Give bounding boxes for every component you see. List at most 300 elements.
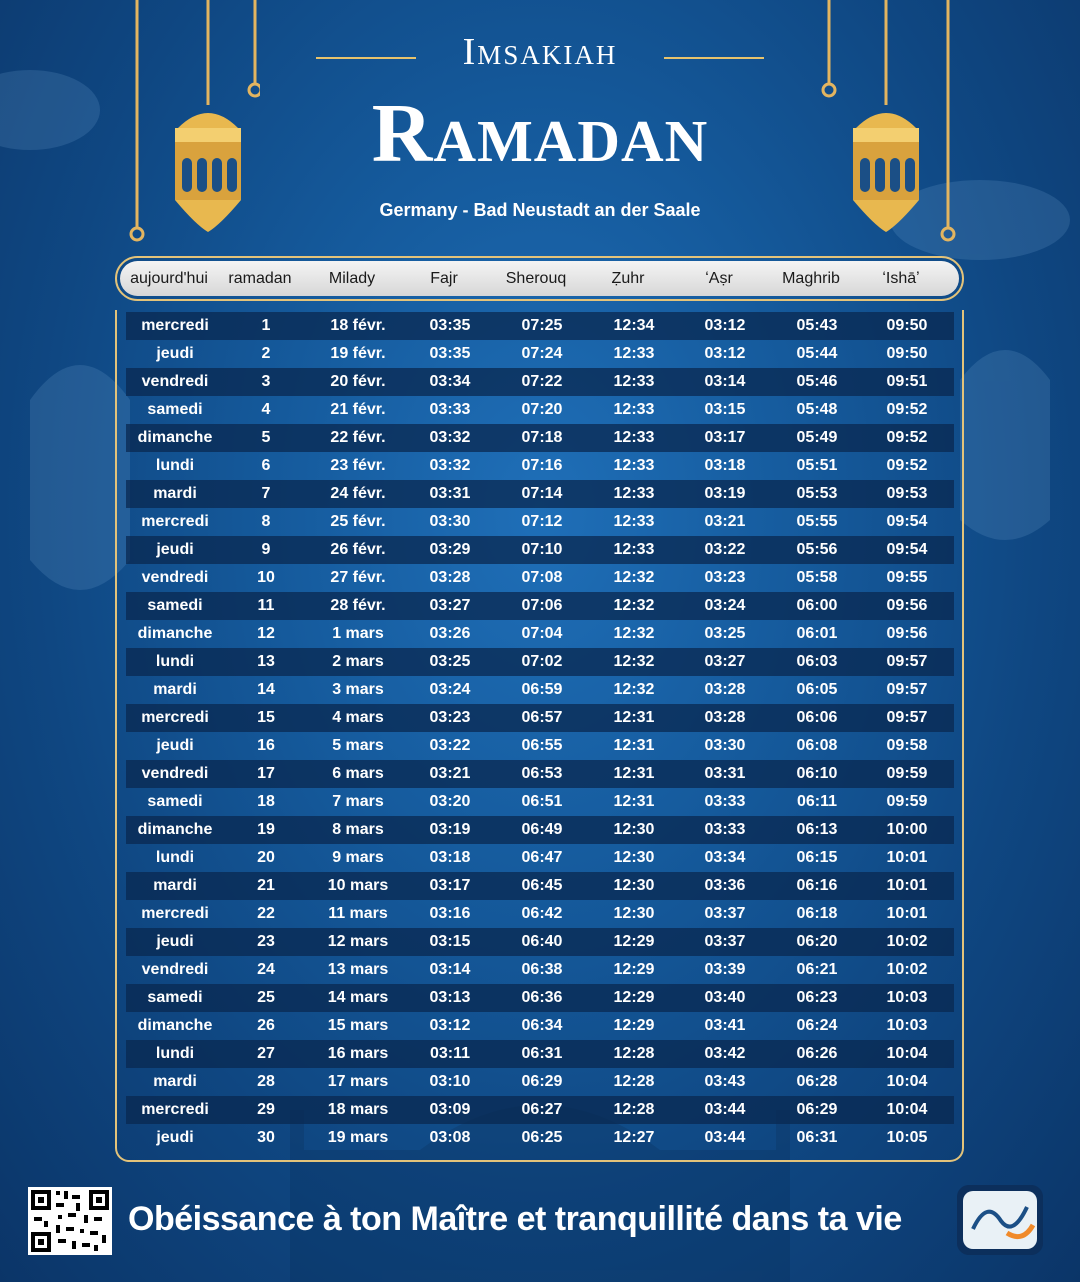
table-cell: 03:27: [429, 597, 471, 614]
table-cell: samedi: [147, 989, 203, 1006]
table-cell: vendredi: [141, 765, 209, 782]
table-cell: 09:55: [886, 569, 928, 586]
table-cell: 05:43: [796, 317, 838, 334]
table-cell: 03:12: [429, 1017, 471, 1034]
table-cell: jeudi: [156, 345, 194, 362]
table-cell: 03:23: [704, 569, 746, 586]
table-cell: 13: [257, 653, 275, 670]
table-row: [126, 816, 954, 844]
table-cell: 03:44: [704, 1129, 746, 1146]
table-cell: 03:24: [704, 597, 746, 614]
table-row: [126, 368, 954, 396]
table-cell: 3 mars: [332, 681, 384, 698]
table-cell: 03:35: [429, 345, 471, 362]
table-cell: 16 mars: [327, 1045, 389, 1062]
table-cell: 03:39: [704, 961, 746, 978]
table-cell: 09:50: [886, 317, 928, 334]
table-cell: 22 févr.: [330, 429, 386, 446]
table-cell: 03:25: [704, 625, 746, 642]
table-cell: 16: [257, 737, 275, 754]
table-cell: 06:45: [521, 877, 563, 894]
table-cell: 10:03: [886, 1017, 928, 1034]
table-cell: 1 mars: [332, 625, 384, 642]
table-cell: lundi: [155, 1045, 195, 1062]
table-cell: 03:29: [429, 541, 471, 558]
table-cell: 12:30: [613, 849, 655, 866]
table-cell: 03:24: [429, 681, 471, 698]
table-cell: 20: [257, 849, 275, 866]
table-cell: 09:57: [886, 709, 928, 726]
table-cell: 22: [257, 905, 275, 922]
table-cell: 07:02: [521, 653, 563, 670]
table-cell: 06:25: [521, 1129, 563, 1146]
table-cell: 03:19: [704, 485, 746, 502]
table-cell: 21 févr.: [330, 401, 386, 418]
table-cell: 06:29: [521, 1073, 563, 1090]
table-cell: 09:57: [886, 653, 928, 670]
table-cell: 06:10: [796, 765, 838, 782]
table-cell: 5: [261, 429, 271, 446]
table-cell: 10:02: [886, 961, 928, 978]
table-row: [126, 844, 954, 872]
table-cell: 05:58: [796, 569, 838, 586]
table-row: [126, 928, 954, 956]
table-row: [126, 452, 954, 480]
table-cell: 03:31: [429, 485, 471, 502]
subtitle: Imsakiah: [462, 31, 618, 73]
table-cell: 03:33: [704, 793, 746, 810]
table-cell: 09:50: [886, 345, 928, 362]
table-cell: 03:35: [429, 317, 471, 334]
table-cell: 19 févr.: [330, 345, 386, 362]
table-cell: 03:12: [704, 345, 746, 362]
table-cell: 05:55: [796, 513, 838, 530]
table-cell: 12:32: [613, 597, 655, 614]
table-cell: samedi: [147, 401, 203, 418]
table-row: [126, 872, 954, 900]
table-cell: mardi: [153, 1073, 197, 1090]
table-cell: jeudi: [156, 1129, 194, 1146]
table-cell: 06:18: [796, 905, 838, 922]
table-cell: samedi: [147, 793, 203, 810]
table-cell: 25 févr.: [330, 513, 386, 530]
table-cell: 12 mars: [327, 933, 389, 950]
table-cell: 06:31: [796, 1129, 838, 1146]
table-cell: 12:30: [613, 905, 655, 922]
table-cell: 03:14: [704, 373, 746, 390]
table-cell: 4: [261, 401, 271, 418]
table-cell: 07:08: [521, 569, 563, 586]
table-row: [126, 1012, 954, 1040]
table-cell: 03:19: [429, 821, 471, 838]
column-header: Sherouq: [505, 269, 567, 287]
table-cell: 06:27: [521, 1101, 563, 1118]
table-cell: lundi: [155, 653, 195, 670]
table-cell: 03:27: [704, 653, 746, 670]
table-cell: 06:21: [796, 961, 838, 978]
table-cell: 07:20: [521, 401, 563, 418]
column-header: aujourd'hui: [130, 269, 208, 287]
table-cell: 12:31: [613, 765, 655, 782]
table-row: [126, 620, 954, 648]
table-row: [126, 956, 954, 984]
table-cell: 12: [257, 625, 275, 642]
table-cell: dimanche: [137, 1017, 213, 1034]
table-cell: 06:31: [521, 1045, 563, 1062]
table-cell: 06:24: [796, 1017, 838, 1034]
table-cell: 03:14: [429, 961, 471, 978]
table-cell: 12:27: [613, 1129, 655, 1146]
table-cell: 03:44: [704, 1101, 746, 1118]
column-header: Ẓuhr: [611, 269, 645, 287]
table-cell: 12:29: [613, 933, 655, 950]
table-row: [126, 536, 954, 564]
table-cell: 03:15: [704, 401, 746, 418]
table-cell: 9: [261, 541, 271, 558]
table-cell: 03:36: [704, 877, 746, 894]
table-cell: 09:56: [886, 597, 928, 614]
table-cell: samedi: [147, 597, 203, 614]
table-cell: 05:48: [796, 401, 838, 418]
table-cell: 6 mars: [332, 765, 384, 782]
table-cell: 07:06: [521, 597, 563, 614]
column-header: Maghrib: [782, 269, 840, 287]
table-cell: mardi: [153, 485, 197, 502]
table-cell: 5 mars: [332, 737, 384, 754]
table-row: [126, 1068, 954, 1096]
table-cell: 09:57: [886, 681, 928, 698]
table-cell: 03:17: [429, 877, 471, 894]
table-cell: 23 févr.: [330, 457, 386, 474]
table-cell: 12:33: [613, 401, 655, 418]
table-cell: 12:31: [613, 737, 655, 754]
table-cell: 03:33: [704, 821, 746, 838]
table-cell: 06:42: [521, 905, 563, 922]
table-cell: 18 mars: [327, 1101, 389, 1118]
table-cell: 03:28: [704, 681, 746, 698]
table-cell: 09:52: [886, 457, 928, 474]
table-cell: 03:43: [704, 1073, 746, 1090]
table-cell: 03:13: [429, 989, 471, 1006]
qr-code-icon: [28, 1187, 112, 1255]
table-cell: 05:49: [796, 429, 838, 446]
table-cell: 20 févr.: [330, 373, 386, 390]
table-cell: 12:33: [613, 457, 655, 474]
table-cell: 09:59: [886, 793, 928, 810]
table-cell: 10:05: [886, 1129, 928, 1146]
footer-slogan: Obéissance à ton Maître et tranquillité dans ta vie: [128, 1200, 902, 1238]
table-cell: 28 févr.: [330, 597, 386, 614]
table-cell: 19: [257, 821, 275, 838]
table-cell: 09:54: [886, 541, 928, 558]
table-cell: 05:51: [796, 457, 838, 474]
table-cell: 05:46: [796, 373, 838, 390]
table-cell: 24 févr.: [330, 485, 386, 502]
table-cell: 12:33: [613, 373, 655, 390]
table-cell: 03:32: [429, 429, 471, 446]
table-cell: 07:04: [521, 625, 563, 642]
table-cell: 12:33: [613, 485, 655, 502]
table-cell: 03:40: [704, 989, 746, 1006]
table-cell: 06:36: [521, 989, 563, 1006]
table-cell: vendredi: [141, 569, 209, 586]
table-cell: 28: [257, 1073, 275, 1090]
table-cell: mercredi: [141, 905, 209, 922]
table-row: [126, 312, 954, 340]
table-cell: 07:24: [521, 345, 563, 362]
column-header: ʻIshāʼ: [882, 269, 920, 287]
table-cell: 18 févr.: [330, 317, 386, 334]
table-cell: 05:56: [796, 541, 838, 558]
table-row: [126, 732, 954, 760]
table-header: [115, 256, 964, 301]
table-cell: vendredi: [141, 373, 209, 390]
table-cell: 18: [257, 793, 275, 810]
table-cell: 24: [257, 961, 275, 978]
table-cell: 03:42: [704, 1045, 746, 1062]
table-cell: 26: [257, 1017, 275, 1034]
table-cell: 06:05: [796, 681, 838, 698]
table-cell: 07:18: [521, 429, 563, 446]
table-cell: 05:53: [796, 485, 838, 502]
table-cell: 11: [257, 597, 275, 614]
table-cell: 10:01: [886, 877, 928, 894]
table-header-inner: [120, 261, 959, 296]
table-cell: 06:49: [521, 821, 563, 838]
table-cell: 03:10: [429, 1073, 471, 1090]
table-cell: 06:06: [796, 709, 838, 726]
table-cell: 03:18: [704, 457, 746, 474]
table-cell: 12:30: [613, 877, 655, 894]
table-cell: 12:28: [613, 1045, 655, 1062]
table-cell: 17 mars: [327, 1073, 389, 1090]
table-cell: 06:59: [521, 681, 563, 698]
table-cell: 03:33: [429, 401, 471, 418]
table-cell: 10:00: [886, 821, 928, 838]
table-cell: 09:54: [886, 513, 928, 530]
table-cell: 14 mars: [327, 989, 389, 1006]
column-header: ʻAṣr: [705, 269, 733, 287]
table-cell: 03:21: [429, 765, 471, 782]
table-cell: 10 mars: [327, 877, 389, 894]
table-cell: 12:33: [613, 345, 655, 362]
table-cell: 03:22: [704, 541, 746, 558]
table-row: [126, 1096, 954, 1124]
table-cell: mardi: [153, 877, 197, 894]
column-header: Milady: [328, 269, 376, 287]
table-cell: 03:21: [704, 513, 746, 530]
table-cell: 03:37: [704, 933, 746, 950]
table-cell: 09:51: [886, 373, 928, 390]
table-row: [126, 1124, 954, 1152]
table-cell: 06:53: [521, 765, 563, 782]
table-cell: 03:23: [429, 709, 471, 726]
table-cell: 06:11: [796, 793, 838, 810]
table-row: [126, 396, 954, 424]
table-cell: 13 mars: [327, 961, 389, 978]
table-cell: 12:28: [613, 1073, 655, 1090]
table-cell: 06:23: [796, 989, 838, 1006]
table-cell: 06:29: [796, 1101, 838, 1118]
table-cell: 09:52: [886, 401, 928, 418]
table-cell: 10:01: [886, 905, 928, 922]
table-cell: 8 mars: [332, 821, 384, 838]
table-cell: 12:32: [613, 625, 655, 642]
table-cell: 23: [257, 933, 275, 950]
table-cell: 12:29: [613, 989, 655, 1006]
table-cell: 15 mars: [327, 1017, 389, 1034]
table-row: [126, 676, 954, 704]
table-cell: 2: [261, 345, 271, 362]
table-cell: 9 mars: [332, 849, 384, 866]
table-cell: mercredi: [141, 513, 209, 530]
table-cell: 7 mars: [332, 793, 384, 810]
table-row: [126, 424, 954, 452]
table-cell: 03:08: [429, 1129, 471, 1146]
table-cell: 03:09: [429, 1101, 471, 1118]
table-cell: 06:00: [796, 597, 838, 614]
table-row: [126, 704, 954, 732]
table-row: [126, 984, 954, 1012]
table-cell: 03:32: [429, 457, 471, 474]
table-cell: 06:13: [796, 821, 838, 838]
table-cell: 06:03: [796, 653, 838, 670]
table-cell: 06:38: [521, 961, 563, 978]
table-cell: 06:47: [521, 849, 563, 866]
table-cell: 07:14: [521, 485, 563, 502]
table-cell: 09:59: [886, 765, 928, 782]
table-cell: 03:26: [429, 625, 471, 642]
table-cell: dimanche: [137, 821, 213, 838]
table-cell: 03:11: [429, 1045, 471, 1062]
table-cell: 03:30: [429, 513, 471, 530]
table-cell: 03:28: [429, 569, 471, 586]
location-label: Germany - Bad Neustadt an der Saale: [379, 200, 701, 220]
table-cell: 03:12: [704, 317, 746, 334]
table-cell: 2 mars: [332, 653, 384, 670]
table-cell: mardi: [153, 681, 197, 698]
table-cell: 03:20: [429, 793, 471, 810]
table-cell: 17: [257, 765, 275, 782]
table-row: [126, 564, 954, 592]
table-cell: 10: [257, 569, 275, 586]
table-cell: 3: [261, 373, 271, 390]
table-cell: 12:33: [613, 429, 655, 446]
table-cell: 03:34: [704, 849, 746, 866]
table-cell: 12:32: [613, 569, 655, 586]
table-row: [126, 788, 954, 816]
table-cell: 10:04: [886, 1101, 928, 1118]
table-cell: 21: [257, 877, 275, 894]
table-row: [126, 340, 954, 368]
table-row: [126, 648, 954, 676]
table-cell: 06:15: [796, 849, 838, 866]
table-cell: mercredi: [141, 1101, 209, 1118]
table-cell: 07:10: [521, 541, 563, 558]
table-cell: 03:18: [429, 849, 471, 866]
table-cell: 07:22: [521, 373, 563, 390]
table-cell: 27: [257, 1045, 275, 1062]
table-cell: 03:31: [704, 765, 746, 782]
table-cell: 06:26: [796, 1045, 838, 1062]
table-cell: 03:17: [704, 429, 746, 446]
table-body: [126, 312, 954, 1152]
table-cell: 03:37: [704, 905, 746, 922]
table-cell: vendredi: [141, 961, 209, 978]
table-row: [126, 1040, 954, 1068]
table-row: [126, 592, 954, 620]
table-cell: 15: [257, 709, 275, 726]
table-cell: 03:28: [704, 709, 746, 726]
table-cell: 27 févr.: [330, 569, 386, 586]
table-cell: 12:30: [613, 821, 655, 838]
table-cell: 06:55: [521, 737, 563, 754]
table-cell: 03:15: [429, 933, 471, 950]
table-cell: 06:01: [796, 625, 838, 642]
table-cell: 06:40: [521, 933, 563, 950]
table-cell: 06:28: [796, 1073, 838, 1090]
table-cell: 06:20: [796, 933, 838, 950]
table-cell: 29: [257, 1101, 275, 1118]
table-cell: 06:51: [521, 793, 563, 810]
table-cell: 05:44: [796, 345, 838, 362]
table-cell: lundi: [155, 457, 195, 474]
table-cell: 10:03: [886, 989, 928, 1006]
table-cell: 12:32: [613, 653, 655, 670]
table-cell: 14: [257, 681, 275, 698]
table-cell: jeudi: [156, 541, 194, 558]
table-cell: 12:28: [613, 1101, 655, 1118]
table-cell: dimanche: [137, 625, 213, 642]
table-cell: 25: [257, 989, 275, 1006]
table-cell: 06:16: [796, 877, 838, 894]
table-cell: jeudi: [156, 933, 194, 950]
table-cell: 10:04: [886, 1045, 928, 1062]
table-cell: 12:29: [613, 1017, 655, 1034]
table-cell: 12:34: [613, 317, 655, 334]
table-cell: 12:32: [613, 681, 655, 698]
column-header: ramadan: [228, 269, 292, 287]
table-cell: 12:29: [613, 961, 655, 978]
table-cell: 06:08: [796, 737, 838, 754]
page-title: Ramadan: [371, 87, 709, 180]
table-cell: mercredi: [141, 317, 209, 334]
table-cell: 09:58: [886, 737, 928, 754]
table-cell: 07:16: [521, 457, 563, 474]
table-cell: 12:33: [613, 513, 655, 530]
table-row: [126, 480, 954, 508]
table-row: [126, 508, 954, 536]
table-cell: 10:04: [886, 1073, 928, 1090]
table-cell: 07:12: [521, 513, 563, 530]
table-cell: 09:56: [886, 625, 928, 642]
table-cell: 10:02: [886, 933, 928, 950]
table-cell: 10:01: [886, 849, 928, 866]
table-cell: 03:30: [704, 737, 746, 754]
table-cell: 03:16: [429, 905, 471, 922]
table-cell: 03:22: [429, 737, 471, 754]
table-cell: 19 mars: [327, 1129, 389, 1146]
table-cell: 12:31: [613, 793, 655, 810]
table-cell: 07:25: [521, 317, 563, 334]
table-cell: 1: [261, 317, 271, 334]
app-logo-icon: [957, 1185, 1043, 1255]
table-cell: dimanche: [137, 429, 213, 446]
table-cell: mercredi: [141, 709, 209, 726]
table-cell: 12:31: [613, 709, 655, 726]
table-cell: 26 févr.: [330, 541, 386, 558]
table-cell: 30: [257, 1129, 275, 1146]
